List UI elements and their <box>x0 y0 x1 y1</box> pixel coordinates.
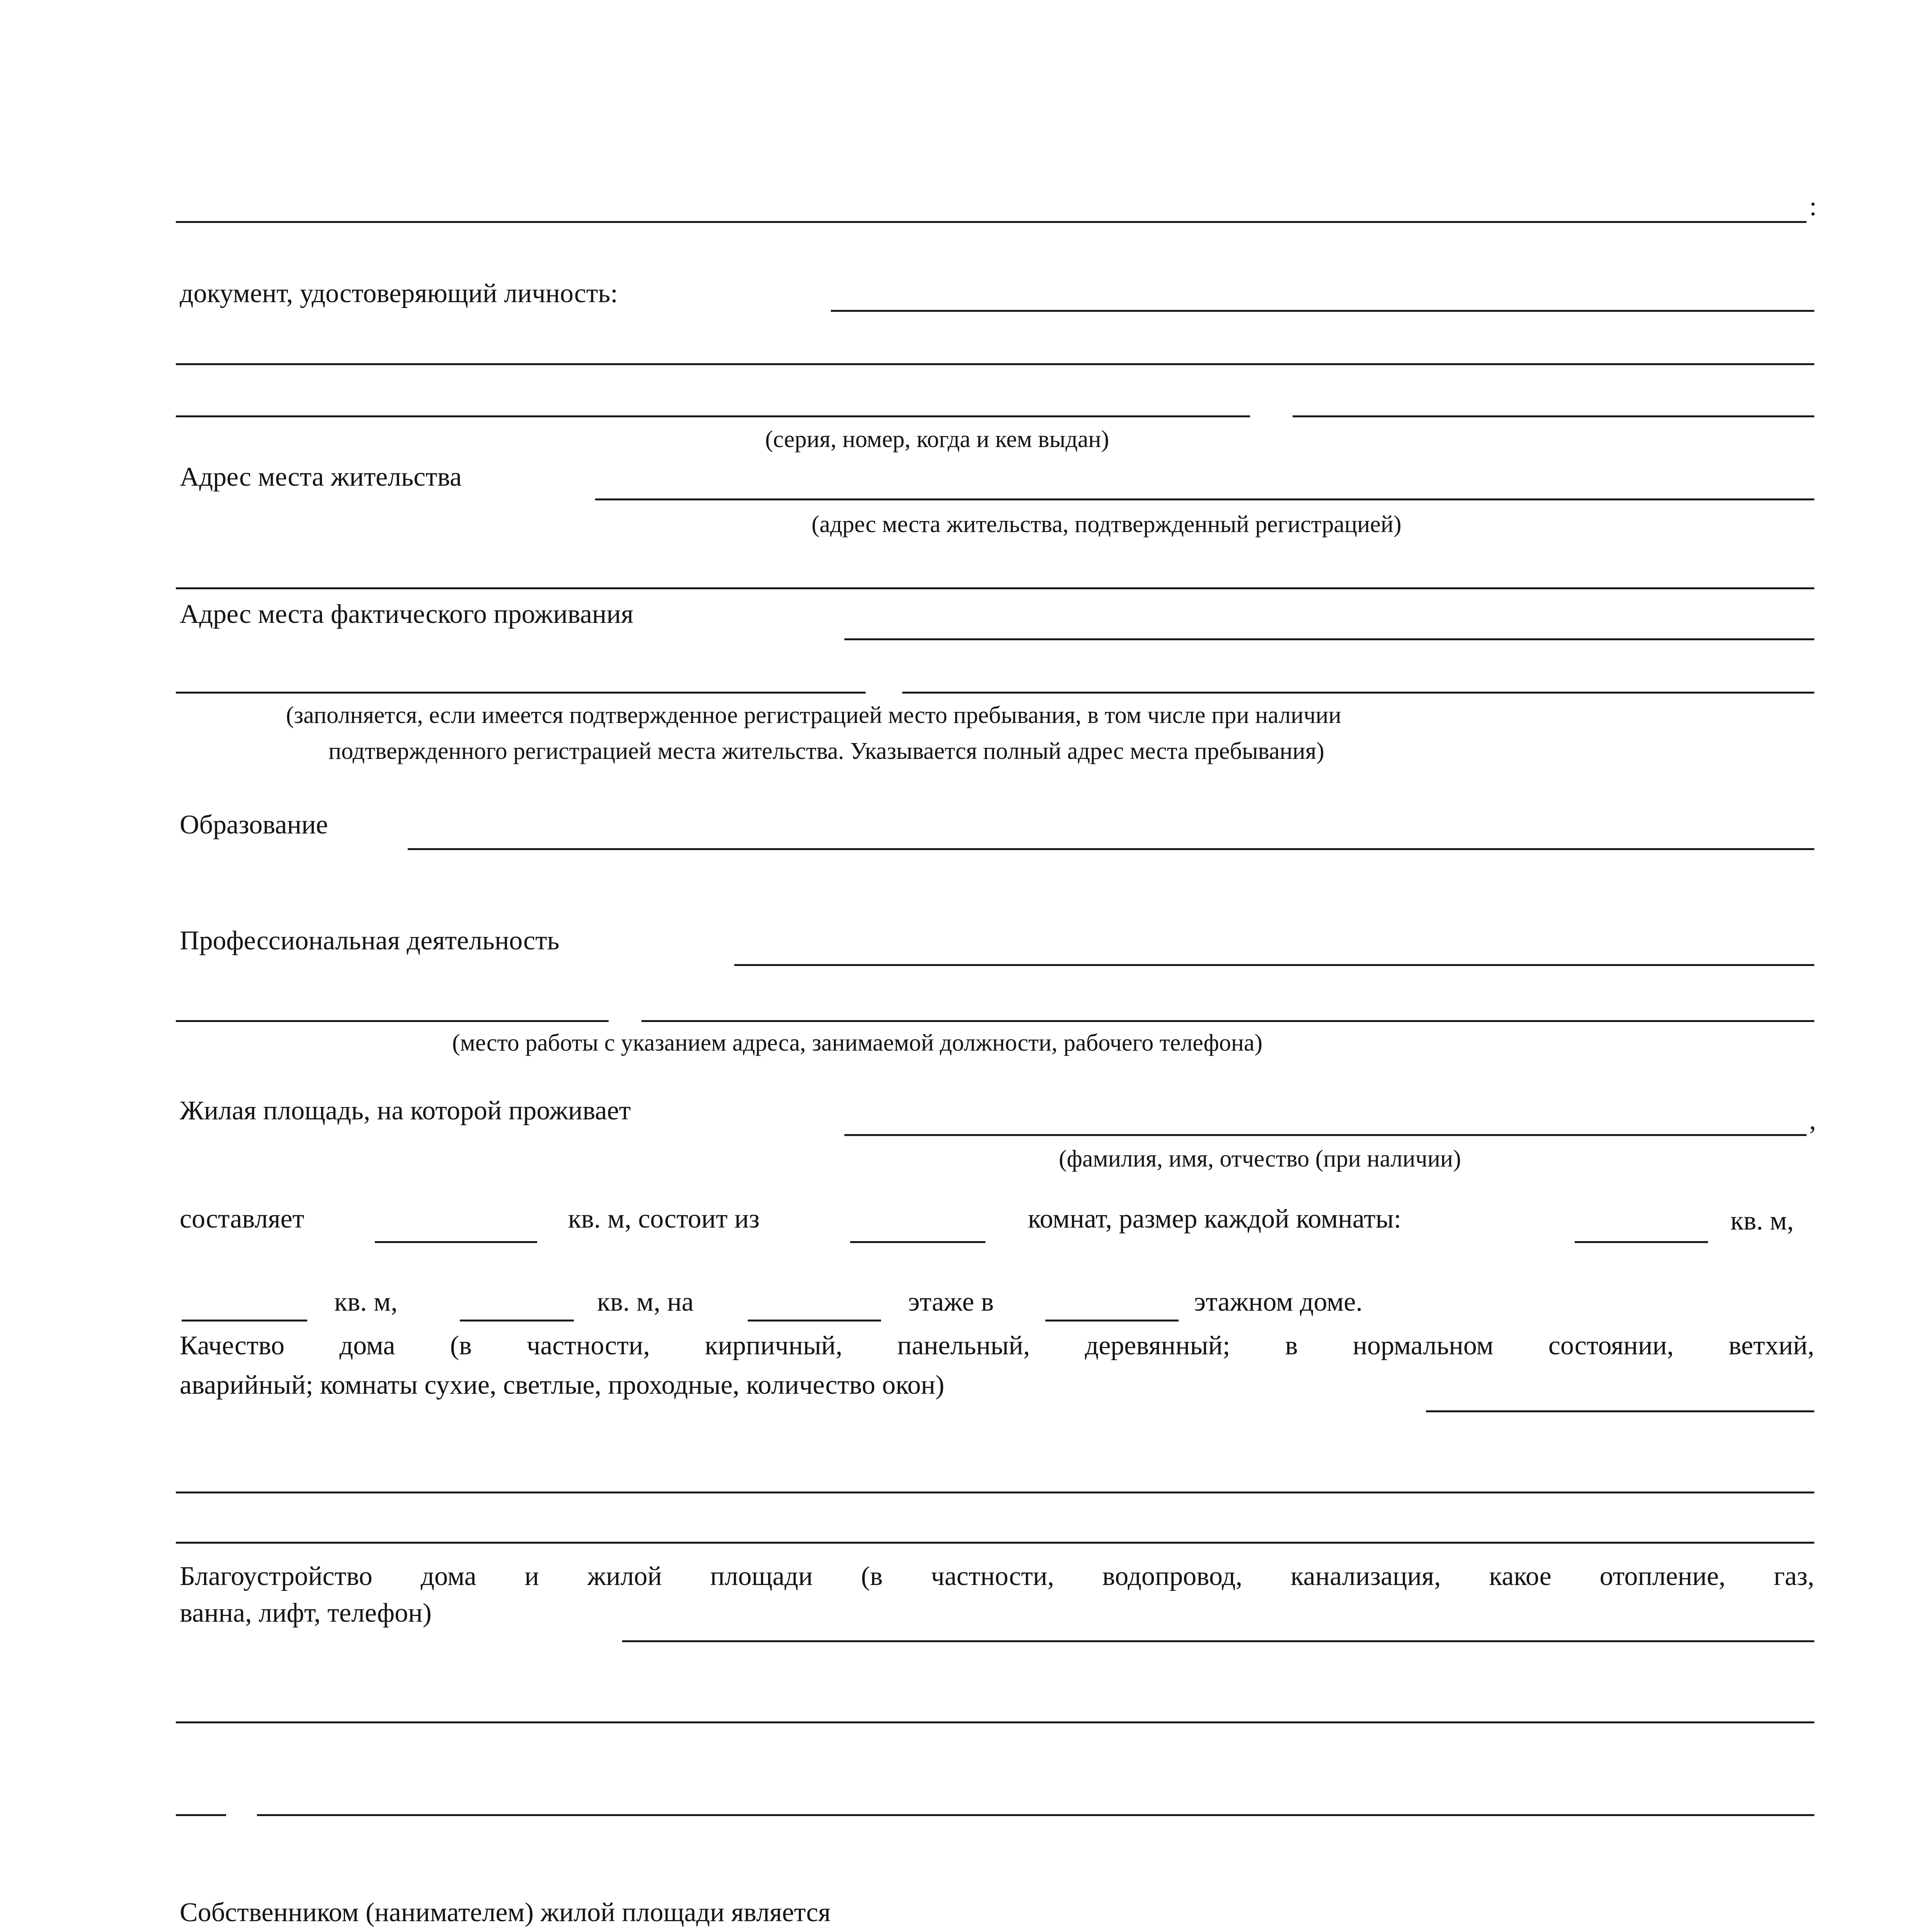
floor-field[interactable] <box>748 1320 881 1321</box>
living-space-label: Жилая площадь, на которой проживает <box>180 1096 631 1126</box>
size-label: составляет <box>180 1204 305 1234</box>
owner-label: Собственником (нанимателем) жилой площади является <box>180 1898 831 1927</box>
unit-sqm-2: кв. м, <box>334 1287 398 1317</box>
total-area-field[interactable] <box>375 1241 537 1243</box>
blank-line[interactable] <box>176 692 866 694</box>
identity-document-field[interactable] <box>831 310 1814 312</box>
actual-address-label: Адрес места фактического проживания <box>180 599 634 629</box>
room-size-field-3[interactable] <box>460 1320 574 1321</box>
actual-address-caption-2: подтвержденного регистрацией места жительства. Указывается полный адрес места пребывания) <box>328 738 1325 764</box>
blank-line[interactable] <box>902 692 1814 694</box>
registered-address-caption: (адрес места жительства, подтвержденный регистрацией) <box>811 511 1402 537</box>
amenities-line-1: Благоустройство дома и жилой площади (в частности, водопровод, канализация, какое отопление, газ, <box>180 1561 1814 1591</box>
rooms-count-field[interactable] <box>850 1241 985 1243</box>
room-size-field-1[interactable] <box>1575 1241 1708 1243</box>
amenities-line-2: ванна, лифт, телефон) <box>180 1598 432 1628</box>
registered-address-label: Адрес места жительства <box>180 462 462 492</box>
blank-line[interactable] <box>176 415 1250 417</box>
profession-field[interactable] <box>734 964 1814 966</box>
blank-line[interactable] <box>176 363 1814 365</box>
actual-address-field[interactable] <box>844 638 1814 640</box>
blank-line[interactable] <box>176 221 1807 223</box>
blank-line[interactable] <box>176 1020 609 1022</box>
house-quality-field[interactable] <box>1426 1410 1814 1412</box>
house-quality-line-1: Качество дома (в частности, кирпичный, панельный, деревянный; в нормальном состоянии, ветхий, <box>180 1331 1814 1361</box>
floors-total-field[interactable] <box>1045 1320 1179 1321</box>
blank-line[interactable] <box>176 587 1814 589</box>
identity-document-label: документ, удостоверяющий личность: <box>180 279 618 308</box>
unit-sqm: кв. м, <box>1730 1206 1794 1236</box>
comma-mark: , <box>1809 1105 1816 1135</box>
floor-label: этаже в <box>908 1287 994 1317</box>
blank-line[interactable] <box>1293 415 1814 417</box>
profession-label: Профессиональная деятельность <box>180 926 560 956</box>
blank-line[interactable] <box>641 1020 1814 1022</box>
room-size-field-2[interactable] <box>182 1320 307 1321</box>
blank-line[interactable] <box>257 1814 1814 1816</box>
rooms-label: комнат, размер каждой комнаты: <box>1028 1204 1402 1234</box>
amenities-field[interactable] <box>622 1640 1814 1642</box>
registered-address-field[interactable] <box>595 498 1814 500</box>
profession-caption: (место работы с указанием адреса, занимаемой должности, рабочего телефона) <box>452 1030 1263 1056</box>
unit-sqm-on: кв. м, на <box>597 1287 694 1317</box>
blank-line[interactable] <box>176 1542 1814 1544</box>
blank-line[interactable] <box>176 1721 1814 1723</box>
blank-line[interactable] <box>176 1814 226 1816</box>
actual-address-caption-1: (заполняется, если имеется подтвержденное регистрацией место пребывания, в том числе при наличии <box>286 702 1341 728</box>
colon-mark: : <box>1809 192 1817 221</box>
floors-label: этажном доме. <box>1194 1287 1363 1317</box>
living-space-caption: (фамилия, имя, отчество (при наличии) <box>1059 1146 1461 1172</box>
education-label: Образование <box>180 810 328 840</box>
identity-document-caption: (серия, номер, когда и кем выдан) <box>765 426 1109 452</box>
house-quality-line-2: аварийный; комнаты сухие, светлые, проходные, количество окон) <box>180 1370 944 1400</box>
blank-line[interactable] <box>176 1492 1814 1493</box>
living-space-occupant-field[interactable] <box>844 1134 1807 1136</box>
size-unit-rooms: кв. м, состоит из <box>568 1204 760 1234</box>
education-field[interactable] <box>408 848 1814 850</box>
